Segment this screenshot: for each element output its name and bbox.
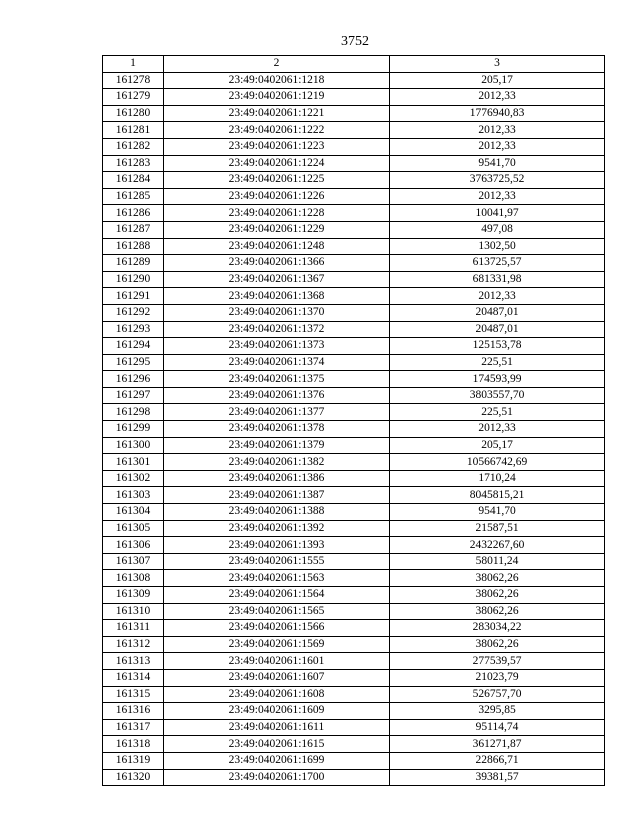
- table-row: [103, 354, 605, 371]
- cadastral-number-cell: 23:49:0402061:1377: [164, 404, 390, 421]
- row-number-cell: 161290: [103, 271, 164, 288]
- value-cell: 1776940,83: [390, 105, 605, 122]
- row-number-cell: 161316: [103, 703, 164, 720]
- table-row: [103, 338, 605, 355]
- row-number-cell: 161286: [103, 205, 164, 222]
- value-cell: 174593,99: [390, 371, 605, 388]
- value-cell: 38062,26: [390, 570, 605, 587]
- value-cell: 2012,33: [390, 288, 605, 305]
- value-cell: 225,51: [390, 404, 605, 421]
- table-row: [103, 603, 605, 620]
- value-cell: 526757,70: [390, 686, 605, 703]
- value-cell: 10566742,69: [390, 454, 605, 471]
- registry-table: [102, 55, 605, 786]
- row-number-cell: 161297: [103, 387, 164, 404]
- value-cell: 2012,33: [390, 138, 605, 155]
- row-number-cell: 161308: [103, 570, 164, 587]
- cadastral-number-cell: 23:49:0402061:1564: [164, 587, 390, 604]
- cadastral-number-cell: 23:49:0402061:1228: [164, 205, 390, 222]
- table-row: [103, 387, 605, 404]
- cadastral-number-cell: 23:49:0402061:1224: [164, 155, 390, 172]
- table-row: [103, 736, 605, 753]
- value-cell: 361271,87: [390, 736, 605, 753]
- row-number-cell: 161317: [103, 719, 164, 736]
- table-row: [103, 271, 605, 288]
- value-cell: 21587,51: [390, 520, 605, 537]
- table-body: [103, 72, 605, 786]
- row-number-cell: 161300: [103, 437, 164, 454]
- value-cell: 205,17: [390, 437, 605, 454]
- table-row: [103, 404, 605, 421]
- header-row: [103, 56, 605, 73]
- cadastral-number-cell: 23:49:0402061:1566: [164, 620, 390, 637]
- value-cell: 38062,26: [390, 603, 605, 620]
- cadastral-number-cell: 23:49:0402061:1379: [164, 437, 390, 454]
- cadastral-number-cell: 23:49:0402061:1368: [164, 288, 390, 305]
- row-number-cell: 161319: [103, 752, 164, 769]
- cadastral-number-cell: 23:49:0402061:1376: [164, 387, 390, 404]
- table-row: [103, 620, 605, 637]
- table-row: [103, 437, 605, 454]
- value-cell: 8045815,21: [390, 487, 605, 504]
- table-row: [103, 304, 605, 321]
- table-row: [103, 421, 605, 438]
- column-header-3: 3: [390, 56, 605, 73]
- row-number-cell: 161314: [103, 669, 164, 686]
- row-number-cell: 161315: [103, 686, 164, 703]
- row-number-cell: 161299: [103, 421, 164, 438]
- table-row: [103, 470, 605, 487]
- row-number-cell: 161313: [103, 653, 164, 670]
- table-row: [103, 172, 605, 189]
- cadastral-number-cell: 23:49:0402061:1372: [164, 321, 390, 338]
- cadastral-number-cell: 23:49:0402061:1382: [164, 454, 390, 471]
- column-header-2: 2: [164, 56, 390, 73]
- row-number-cell: 161301: [103, 454, 164, 471]
- cadastral-number-cell: 23:49:0402061:1608: [164, 686, 390, 703]
- row-number-cell: 161302: [103, 470, 164, 487]
- cadastral-number-cell: 23:49:0402061:1569: [164, 636, 390, 653]
- row-number-cell: 161303: [103, 487, 164, 504]
- row-number-cell: 161307: [103, 553, 164, 570]
- value-cell: 58011,24: [390, 553, 605, 570]
- table-row: [103, 504, 605, 521]
- value-cell: 3763725,52: [390, 172, 605, 189]
- row-number-cell: 161298: [103, 404, 164, 421]
- table-row: [103, 719, 605, 736]
- row-number-cell: 161304: [103, 504, 164, 521]
- row-number-cell: 161280: [103, 105, 164, 122]
- row-number-cell: 161281: [103, 122, 164, 139]
- cadastral-number-cell: 23:49:0402061:1386: [164, 470, 390, 487]
- cadastral-number-cell: 23:49:0402061:1601: [164, 653, 390, 670]
- table-row: [103, 238, 605, 255]
- value-cell: 277539,57: [390, 653, 605, 670]
- value-cell: 2012,33: [390, 188, 605, 205]
- row-number-cell: 161287: [103, 221, 164, 238]
- table-row: [103, 669, 605, 686]
- cadastral-number-cell: 23:49:0402061:1700: [164, 769, 390, 786]
- row-number-cell: 161294: [103, 338, 164, 355]
- cadastral-number-cell: 23:49:0402061:1225: [164, 172, 390, 189]
- cadastral-number-cell: 23:49:0402061:1370: [164, 304, 390, 321]
- row-number-cell: 161292: [103, 304, 164, 321]
- row-number-cell: 161309: [103, 587, 164, 604]
- value-cell: 20487,01: [390, 304, 605, 321]
- row-number-cell: 161311: [103, 620, 164, 637]
- table-row: [103, 72, 605, 89]
- value-cell: 613725,57: [390, 255, 605, 272]
- row-number-cell: 161283: [103, 155, 164, 172]
- table-row: [103, 454, 605, 471]
- cadastral-number-cell: 23:49:0402061:1615: [164, 736, 390, 753]
- table-row: [103, 122, 605, 139]
- table-row: [103, 587, 605, 604]
- row-number-cell: 161293: [103, 321, 164, 338]
- cadastral-number-cell: 23:49:0402061:1218: [164, 72, 390, 89]
- table-row: [103, 653, 605, 670]
- value-cell: 681331,98: [390, 271, 605, 288]
- cadastral-number-cell: 23:49:0402061:1221: [164, 105, 390, 122]
- value-cell: 9541,70: [390, 155, 605, 172]
- value-cell: 497,08: [390, 221, 605, 238]
- page-number: 3752: [341, 34, 369, 49]
- value-cell: 2012,33: [390, 421, 605, 438]
- value-cell: 2432267,60: [390, 537, 605, 554]
- value-cell: 125153,78: [390, 338, 605, 355]
- column-header-1: 1: [103, 56, 164, 73]
- row-number-cell: 161285: [103, 188, 164, 205]
- table-row: [103, 769, 605, 786]
- table-row: [103, 221, 605, 238]
- cadastral-number-cell: 23:49:0402061:1699: [164, 752, 390, 769]
- value-cell: 10041,97: [390, 205, 605, 222]
- cadastral-number-cell: 23:49:0402061:1393: [164, 537, 390, 554]
- table-row: [103, 255, 605, 272]
- value-cell: 20487,01: [390, 321, 605, 338]
- table-header: [103, 56, 605, 73]
- table-row: [103, 188, 605, 205]
- value-cell: 38062,26: [390, 587, 605, 604]
- table-row: [103, 89, 605, 106]
- value-cell: 21023,79: [390, 669, 605, 686]
- cadastral-number-cell: 23:49:0402061:1248: [164, 238, 390, 255]
- cadastral-number-cell: 23:49:0402061:1565: [164, 603, 390, 620]
- row-number-cell: 161295: [103, 354, 164, 371]
- cadastral-number-cell: 23:49:0402061:1609: [164, 703, 390, 720]
- value-cell: 95114,74: [390, 719, 605, 736]
- table-row: [103, 703, 605, 720]
- cadastral-number-cell: 23:49:0402061:1367: [164, 271, 390, 288]
- cadastral-number-cell: 23:49:0402061:1374: [164, 354, 390, 371]
- table-row: [103, 205, 605, 222]
- cadastral-number-cell: 23:49:0402061:1222: [164, 122, 390, 139]
- cadastral-number-cell: 23:49:0402061:1219: [164, 89, 390, 106]
- table-row: [103, 288, 605, 305]
- table-row: [103, 105, 605, 122]
- cadastral-number-cell: 23:49:0402061:1555: [164, 553, 390, 570]
- table-row: [103, 686, 605, 703]
- cadastral-number-cell: 23:49:0402061:1366: [164, 255, 390, 272]
- table-row: [103, 752, 605, 769]
- row-number-cell: 161288: [103, 238, 164, 255]
- row-number-cell: 161318: [103, 736, 164, 753]
- cadastral-number-cell: 23:49:0402061:1373: [164, 338, 390, 355]
- cadastral-number-cell: 23:49:0402061:1607: [164, 669, 390, 686]
- value-cell: 283034,22: [390, 620, 605, 637]
- cadastral-number-cell: 23:49:0402061:1388: [164, 504, 390, 521]
- row-number-cell: 161284: [103, 172, 164, 189]
- cadastral-number-cell: 23:49:0402061:1392: [164, 520, 390, 537]
- value-cell: 225,51: [390, 354, 605, 371]
- cadastral-number-cell: 23:49:0402061:1223: [164, 138, 390, 155]
- value-cell: 1302,50: [390, 238, 605, 255]
- row-number-cell: 161310: [103, 603, 164, 620]
- cadastral-number-cell: 23:49:0402061:1226: [164, 188, 390, 205]
- cadastral-number-cell: 23:49:0402061:1375: [164, 371, 390, 388]
- value-cell: 1710,24: [390, 470, 605, 487]
- value-cell: 2012,33: [390, 89, 605, 106]
- value-cell: 9541,70: [390, 504, 605, 521]
- table-row: [103, 570, 605, 587]
- cadastral-number-cell: 23:49:0402061:1563: [164, 570, 390, 587]
- value-cell: 22866,71: [390, 752, 605, 769]
- row-number-cell: 161291: [103, 288, 164, 305]
- row-number-cell: 161289: [103, 255, 164, 272]
- value-cell: 3295,85: [390, 703, 605, 720]
- table-row: [103, 520, 605, 537]
- row-number-cell: 161296: [103, 371, 164, 388]
- value-cell: 38062,26: [390, 636, 605, 653]
- table-row: [103, 537, 605, 554]
- table-row: [103, 371, 605, 388]
- table-row: [103, 155, 605, 172]
- cadastral-number-cell: 23:49:0402061:1387: [164, 487, 390, 504]
- value-cell: 2012,33: [390, 122, 605, 139]
- row-number-cell: 161320: [103, 769, 164, 786]
- table-row: [103, 138, 605, 155]
- table-row: [103, 553, 605, 570]
- row-number-cell: 161279: [103, 89, 164, 106]
- table-row: [103, 321, 605, 338]
- row-number-cell: 161312: [103, 636, 164, 653]
- value-cell: 39381,57: [390, 769, 605, 786]
- row-number-cell: 161278: [103, 72, 164, 89]
- row-number-cell: 161305: [103, 520, 164, 537]
- value-cell: 3803557,70: [390, 387, 605, 404]
- table-row: [103, 636, 605, 653]
- row-number-cell: 161282: [103, 138, 164, 155]
- cadastral-number-cell: 23:49:0402061:1611: [164, 719, 390, 736]
- row-number-cell: 161306: [103, 537, 164, 554]
- cadastral-number-cell: 23:49:0402061:1229: [164, 221, 390, 238]
- table-row: [103, 487, 605, 504]
- cadastral-number-cell: 23:49:0402061:1378: [164, 421, 390, 438]
- value-cell: 205,17: [390, 72, 605, 89]
